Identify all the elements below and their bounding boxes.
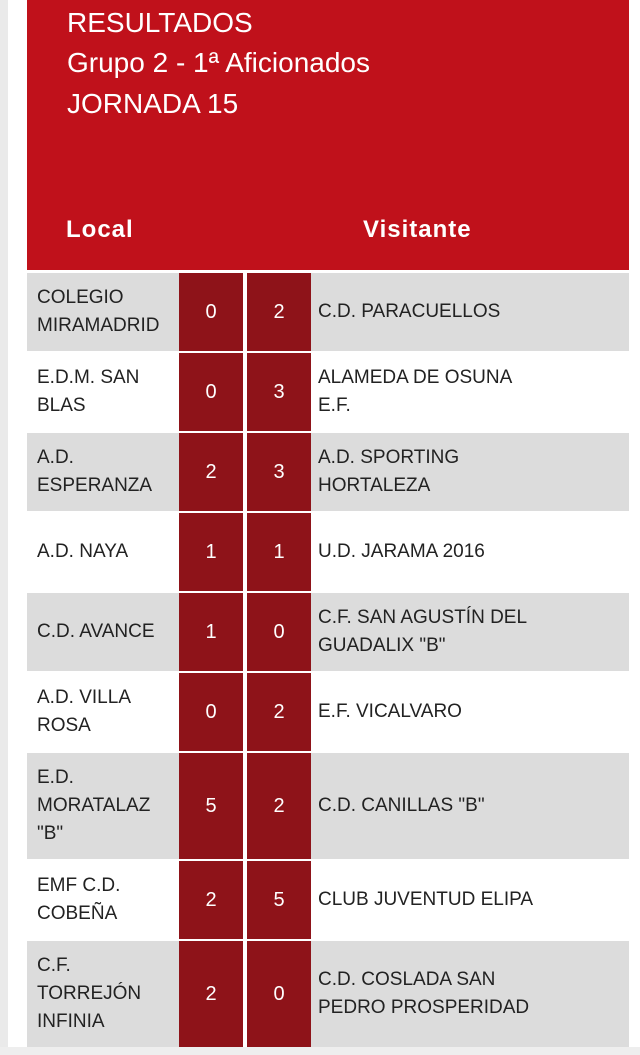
local-team: A.D. ESPERANZA — [37, 447, 153, 496]
page-bottom-edge — [0, 1047, 640, 1055]
away-score: 3 — [247, 353, 311, 431]
visiting-team: ALAMEDA DE OSUNA E.F. — [318, 367, 512, 416]
home-score: 5 — [179, 753, 243, 859]
home-score: 1 — [179, 593, 243, 671]
results-header — [27, 0, 629, 270]
match-row — [27, 273, 629, 351]
local-team: EMF C.D. COBEÑA — [37, 875, 121, 924]
match-row — [27, 593, 629, 671]
column-header-local: Local — [66, 216, 134, 243]
visiting-team: A.D. SPORTING HORTALEZA — [318, 447, 460, 496]
away-score: 2 — [247, 673, 311, 751]
local-team: A.D. NAYA — [37, 541, 129, 562]
match-row — [27, 433, 629, 511]
away-score: 2 — [247, 273, 311, 351]
match-row — [27, 513, 629, 591]
match-row — [27, 753, 629, 859]
local-team: C.D. AVANCE — [37, 621, 155, 642]
header-title: RESULTADOS — [67, 7, 253, 38]
match-row — [27, 941, 629, 1047]
visiting-team: E.F. VICALVARO — [318, 701, 462, 722]
home-score: 0 — [179, 673, 243, 751]
local-team: A.D. VILLA ROSA — [37, 687, 130, 736]
home-score: 0 — [179, 273, 243, 351]
visiting-team: U.D. JARAMA 2016 — [318, 541, 485, 562]
match-row — [27, 861, 629, 939]
local-team: COLEGIO MIRAMADRID — [37, 287, 160, 336]
header-matchday: JORNADA 15 — [67, 88, 239, 119]
visiting-team: C.D. PARACUELLOS — [318, 301, 501, 322]
local-team: E.D. MORATALAZ "B" — [37, 767, 151, 844]
visiting-team: CLUB JUVENTUD ELIPA — [318, 889, 534, 910]
away-score: 5 — [247, 861, 311, 939]
local-team: E.D.M. SAN BLAS — [37, 367, 140, 416]
home-score: 1 — [179, 513, 243, 591]
away-score: 3 — [247, 433, 311, 511]
local-team: C.F. TORREJÓN INFINIA — [37, 955, 142, 1032]
home-score: 2 — [179, 941, 243, 1047]
visiting-team: C.F. SAN AGUSTÍN DEL GUADALIX "B" — [318, 607, 527, 656]
header-group: Grupo 2 - 1ª Aficionados — [67, 47, 370, 78]
home-score: 0 — [179, 353, 243, 431]
visiting-team: C.D. CANILLAS "B" — [318, 795, 485, 816]
away-score: 1 — [247, 513, 311, 591]
visiting-team: C.D. COSLADA SAN PEDRO PROSPERIDAD — [318, 969, 530, 1018]
away-score: 0 — [247, 941, 311, 1047]
match-row — [27, 673, 629, 751]
left-rail — [0, 0, 8, 1055]
match-row — [27, 353, 629, 431]
column-header-visitante: Visitante — [363, 216, 472, 243]
home-score: 2 — [179, 433, 243, 511]
home-score: 2 — [179, 861, 243, 939]
away-score: 0 — [247, 593, 311, 671]
away-score: 2 — [247, 753, 311, 859]
